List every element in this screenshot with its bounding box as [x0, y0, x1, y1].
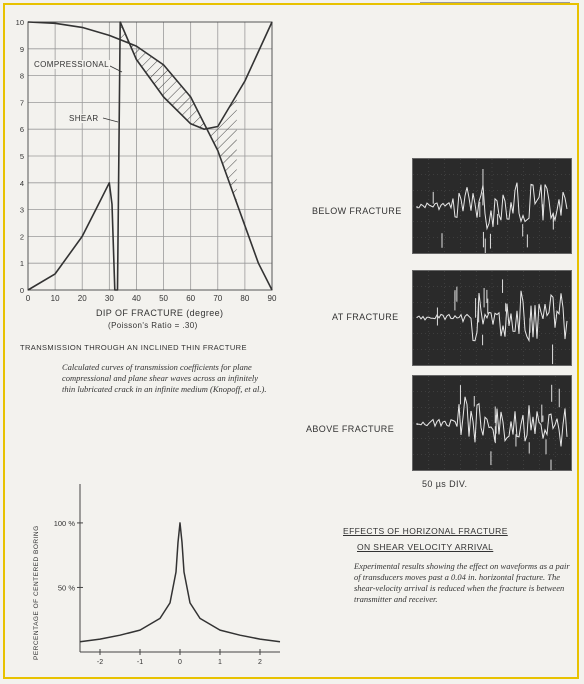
chart2-xtick-label: 2	[258, 659, 262, 666]
chart1-xtick-label: 40	[131, 294, 141, 303]
chart2-ytick-50-label: 50 %	[57, 583, 75, 593]
page-edge-mark	[420, 2, 570, 3]
scope-trace-at-wave	[413, 271, 571, 365]
scope-trace-above	[412, 375, 572, 471]
chart2-xtick-label: -1	[136, 659, 144, 666]
trace-scale-label: 50 µs DIV.	[422, 479, 468, 489]
chart1-xtick-label: 90	[267, 294, 277, 303]
chart2-series-line	[80, 523, 280, 642]
chart1-ytick-label: 9	[19, 44, 24, 54]
chart1-xtick-label: 60	[186, 294, 196, 303]
chart1-ytick-label: 6	[19, 125, 24, 135]
trace-label-below: BELOW FRACTURE	[312, 206, 402, 216]
chart2-xtick-label: 0	[178, 659, 182, 666]
chart1-xtick-label: 20	[77, 294, 87, 303]
chart1-ytick-label: 5	[19, 152, 24, 161]
chart1-caption: Calculated curves of transmission coefficients for plane compressional and plane shear waves across an infinitely thin lubricated crack in an infinite medium (Knopoff, et al.).	[62, 362, 267, 394]
chart2-ylabel: PERCENTAGE OF CENTERED BORING	[33, 525, 40, 660]
trace-label-at: AT FRACTURE	[332, 312, 399, 322]
scope-trace-below	[412, 158, 572, 254]
chart1-ytick-label: 10	[15, 18, 24, 27]
chart1-ytick-label: 4	[19, 178, 24, 188]
chart1-xtick-label: 70	[213, 294, 223, 303]
scope-waveform	[417, 183, 567, 229]
transmission-chart	[0, 0, 300, 320]
section2-title-line2: ON SHEAR VELOCITY ARRIVAL	[357, 542, 494, 552]
chart1-ytick-label: 2	[19, 232, 24, 242]
chart1-xtick-label: 10	[50, 294, 60, 303]
scope-trace-above-wave	[413, 376, 571, 470]
chart1-ytick-label: 3	[19, 205, 24, 215]
section2-title-line1: EFFECTS OF HORIZONAL FRACTURE	[343, 526, 508, 536]
chart1-xlabel: DIP OF FRACTURE (degree)	[96, 308, 224, 318]
chart2-xtick-label: 1	[218, 659, 222, 666]
centered-boring-chart	[0, 470, 300, 684]
chart2-ytick-100-label: 100 %	[53, 518, 75, 528]
chart1-legend-shear: SHEAR	[69, 114, 99, 123]
chart1-legend-compressional: COMPRESSIONAL	[34, 60, 109, 69]
chart1-legend-shear-pointer	[103, 118, 118, 122]
scope-trace-below-wave	[413, 159, 571, 253]
chart1-ytick-label: 0	[19, 286, 24, 295]
chart1-title: TRANSMISSION THROUGH AN INCLINED THIN FRACTURE	[20, 343, 247, 352]
chart1-xtick-label: 0	[25, 294, 31, 303]
page-edge-mark-right	[578, 10, 579, 100]
chart2-xtick-label: -2	[96, 659, 104, 666]
chart1-xtick-label: 30	[104, 294, 114, 303]
chart1-ytick-label: 8	[19, 71, 24, 81]
trace-label-above: ABOVE FRACTURE	[306, 424, 395, 434]
chart1-xtick-label: 80	[240, 294, 250, 303]
chart1-xlabel-poisson: (Poisson's Ratio = .30)	[108, 321, 198, 330]
chart1-ytick-label: 1	[19, 259, 24, 269]
chart1-ytick-label: 7	[19, 98, 24, 108]
section2-caption: Experimental results showing the effect on waveforms as a pair of transducers moves past a 0.04 in. horizontal fracture. The shear-velocity arrival is reduced when the fracture is between transmitter and receiver.	[354, 561, 570, 604]
chart1-xtick-label: 50	[159, 294, 169, 303]
scope-trace-at	[412, 270, 572, 366]
